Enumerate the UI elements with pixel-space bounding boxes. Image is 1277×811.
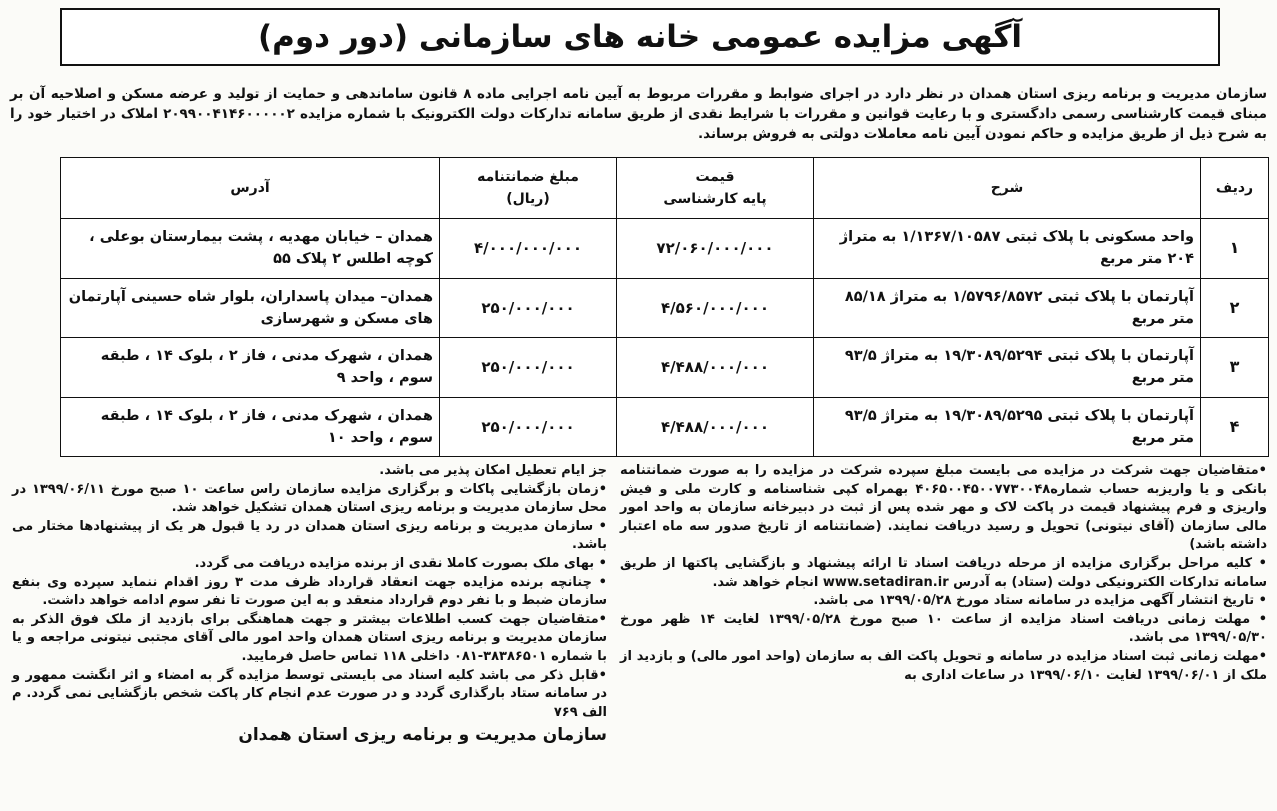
condition-item: • مهلت زمانی دریافت اسناد مزایده از ساعت ۱۰ صبح مورخ ۱۳۹۹/۰۵/۲۸ لغایت ۱۴ ظهر مورخ ۱۳۹۹/۰۵/۳۰ می باشد.	[620, 611, 1267, 646]
notice-title: آگهی مزایده عمومی خانه های سازمانی (دور دوم)	[60, 8, 1220, 66]
condition-item: •متقاضیان جهت شرکت در مزایده می بایست مبلغ سپرده شرکت در مزایده را به صورت ضمانتنامه بانکی و یا واریزبه حساب شماره۴۰۶۵۰۰۴۵۰۰۷۷۳۰۰۴۸ بهمراه کپی شناسنامه و کارت ملی و فیش واریزی و فرم پیشنهاد قیمت در پاکت لاک و مهر شده پس از ثبت در دبیرخانه سازمان به واحد امور مالی سازمان (آقای نیتونی) تحویل و رسید دریافت نمایند. (ضمانتنامه از تاریخ صدور سه ماه اعتبار داشته باشد)	[620, 463, 1267, 553]
intro-paragraph: سازمان مدیریت و برنامه ریزی استان همدان در نظر دارد در اجرای ضوابط و مقررات مربوط به آیین نامه اجرایی ماده ۸ قانون ساماندهی و حمایت از تولید و عرضه مسکن و اصلاحیه آن بر مبنای قیمت کارشناسی رسمی دادگستری و با رعایت قوانین و مقررات با شرایط نقدی از طریق سامانه تدارکات دولت الکترونیک با شماره مزایده ۲۰۹۹۰۰۴۱۴۶۰۰۰۰۰۲ املاک در اختیار خود را به شرح ذیل از طریق مزایده و حاکم نمودن آیین نامه معاملات دولتی به فروش برساند.	[10, 85, 1267, 142]
row-description: آپارتمان با پلاک ثبتی ۱/۵۷۹۶/۸۵۷۲ به متراژ ۸۵/۱۸ متر مربع	[814, 278, 1201, 338]
condition-item: • بهای ملک بصورت کاملا نقدی از برنده مزایده دریافت می گردد.	[194, 555, 607, 571]
row-description: آپارتمان با پلاک ثبتی ۱۹/۳۰۸۹/۵۲۹۵ به متراژ ۹۳/۵ متر مربع	[814, 397, 1201, 457]
row-address: همدان– میدان پاسداران، بلوار شاه حسینی آپارتمان های مسکن و شهرسازی	[61, 278, 440, 338]
header-deposit: مبلغ ضمانتنامه (ریال)	[440, 158, 617, 219]
row-deposit: ۲۵۰/۰۰۰/۰۰۰	[440, 278, 617, 338]
condition-item: •زمان بازگشایی پاکات و برگزاری مزایده سازمان راس ساعت ۱۰ صبح مورخ ۱۳۹۹/۰۶/۱۱ در محل سازمان مدیریت و برنامه ریزی استان همدان تشکیل خواهد شد.	[12, 481, 607, 516]
issuer-signature: سازمان مدیریت و برنامه ریزی استان همدان	[238, 725, 607, 746]
table-row	[61, 219, 1269, 279]
row-base-price: ۴/۴۸۸/۰۰۰/۰۰۰	[617, 397, 814, 457]
condition-item: •مهلت زمانی ثبت اسناد مزایده در سامانه و تحویل پاکت الف به سازمان (واحد امور مالی) و بازدید از ملک از ۱۳۹۹/۰۶/۰۱ لغایت ۱۳۹۹/۰۶/۱۰ در ساعات اداری به	[620, 648, 1267, 683]
table-row	[61, 397, 1269, 457]
condition-item: • تاریخ انتشار آگهی مزایده در سامانه ستاد مورخ ۱۳۹۹/۰۵/۲۸ می باشد.	[813, 593, 1267, 609]
row-address: همدان ، شهرک مدنی ، فاز ۲ ، بلوک ۱۴ ، طبقه سوم ، واحد ۱۰	[61, 397, 440, 457]
row-base-price: ۷۲/۰۶۰/۰۰۰/۰۰۰	[617, 219, 814, 279]
table-row	[61, 278, 1269, 338]
row-description: واحد مسکونی با پلاک ثبتی ۱/۱۳۶۷/۱۰۵۸۷ به متراژ ۲۰۴ متر مربع	[814, 219, 1201, 279]
table-header-row	[61, 158, 1269, 219]
row-deposit: ۴/۰۰۰/۰۰۰/۰۰۰	[440, 219, 617, 279]
table-row	[61, 338, 1269, 398]
row-description: آپارتمان با پلاک ثبتی ۱۹/۳۰۸۹/۵۲۹۴ به متراژ ۹۳/۵ متر مربع	[814, 338, 1201, 398]
condition-item: • سازمان مدیریت و برنامه ریزی استان همدان در رد یا قبول هر یک از پیشنهادها مختار می باشد.	[12, 518, 607, 553]
header-base-price: قیمت پایه کارشناسی	[617, 158, 814, 219]
condition-item: • کلیه مراحل برگزاری مزایده از مرحله دریافت اسناد تا ارائه پیشنهاد و بازگشایی پاکتها از طریق سامانه تدارکات الکترونیکی دولت (ستاد) به آدرس www.setadiran.ir انجام خواهد شد.	[620, 555, 1267, 590]
row-number: ۲	[1201, 278, 1269, 338]
row-number: ۱	[1201, 219, 1269, 279]
row-deposit: ۲۵۰/۰۰۰/۰۰۰	[440, 397, 617, 457]
row-number: ۴	[1201, 397, 1269, 457]
header-description: شرح	[814, 158, 1201, 219]
row-base-price: ۴/۴۸۸/۰۰۰/۰۰۰	[617, 338, 814, 398]
condition-item: •متقاضیان جهت کسب اطلاعات بیشتر و جهت هماهنگی برای بازدید از ملک فوق الذکر به سازمان مدیریت و برنامه ریزی استان همدان واحد امور مالی آقای مجتبی نیتونی مراجعه و یا با شماره ۳۸۳۸۶۵۰۱-۰۸۱ داخلی ۱۱۸ تماس حاصل فرمایید.	[12, 611, 607, 664]
row-base-price: ۴/۵۶۰/۰۰۰/۰۰۰	[617, 278, 814, 338]
header-address: آدرس	[61, 158, 440, 219]
conditions-left-column	[12, 462, 607, 745]
header-row-number: ردیف	[1201, 158, 1269, 219]
conditions-right-column	[620, 462, 1267, 685]
condition-item: •قابل ذکر می باشد کلیه اسناد می بایستی توسط مزایده گر به امضاء و اثر انگشت ممهور و در سامانه ستاد بارگذاری گردد و در صورت عدم انجام کار پاکت شخص بازگشایی نمی گردد. م الف ۷۶۹	[12, 667, 607, 720]
auction-items-table	[60, 157, 1269, 457]
condition-item: • چنانچه برنده مزایده جهت انعقاد قرارداد ظرف مدت ۳ روز اقدام ننماید سپرده وی بنفع سازمان ضبط و با نفر دوم قرارداد منعقد و به این صورت تا نفر سوم ادامه خواهد داشت.	[12, 574, 607, 609]
row-number: ۳	[1201, 338, 1269, 398]
row-address: همدان – خیابان مهدیه ، پشت بیمارستان بوعلی ، کوچه اطلس ۲ پلاک ۵۵	[61, 219, 440, 279]
condition-item: جز ایام تعطیل امکان پذیر می باشد.	[379, 463, 607, 478]
row-address: همدان ، شهرک مدنی ، فاز ۲ ، بلوک ۱۴ ، طبقه سوم ، واحد ۹	[61, 338, 440, 398]
row-deposit: ۲۵۰/۰۰۰/۰۰۰	[440, 338, 617, 398]
